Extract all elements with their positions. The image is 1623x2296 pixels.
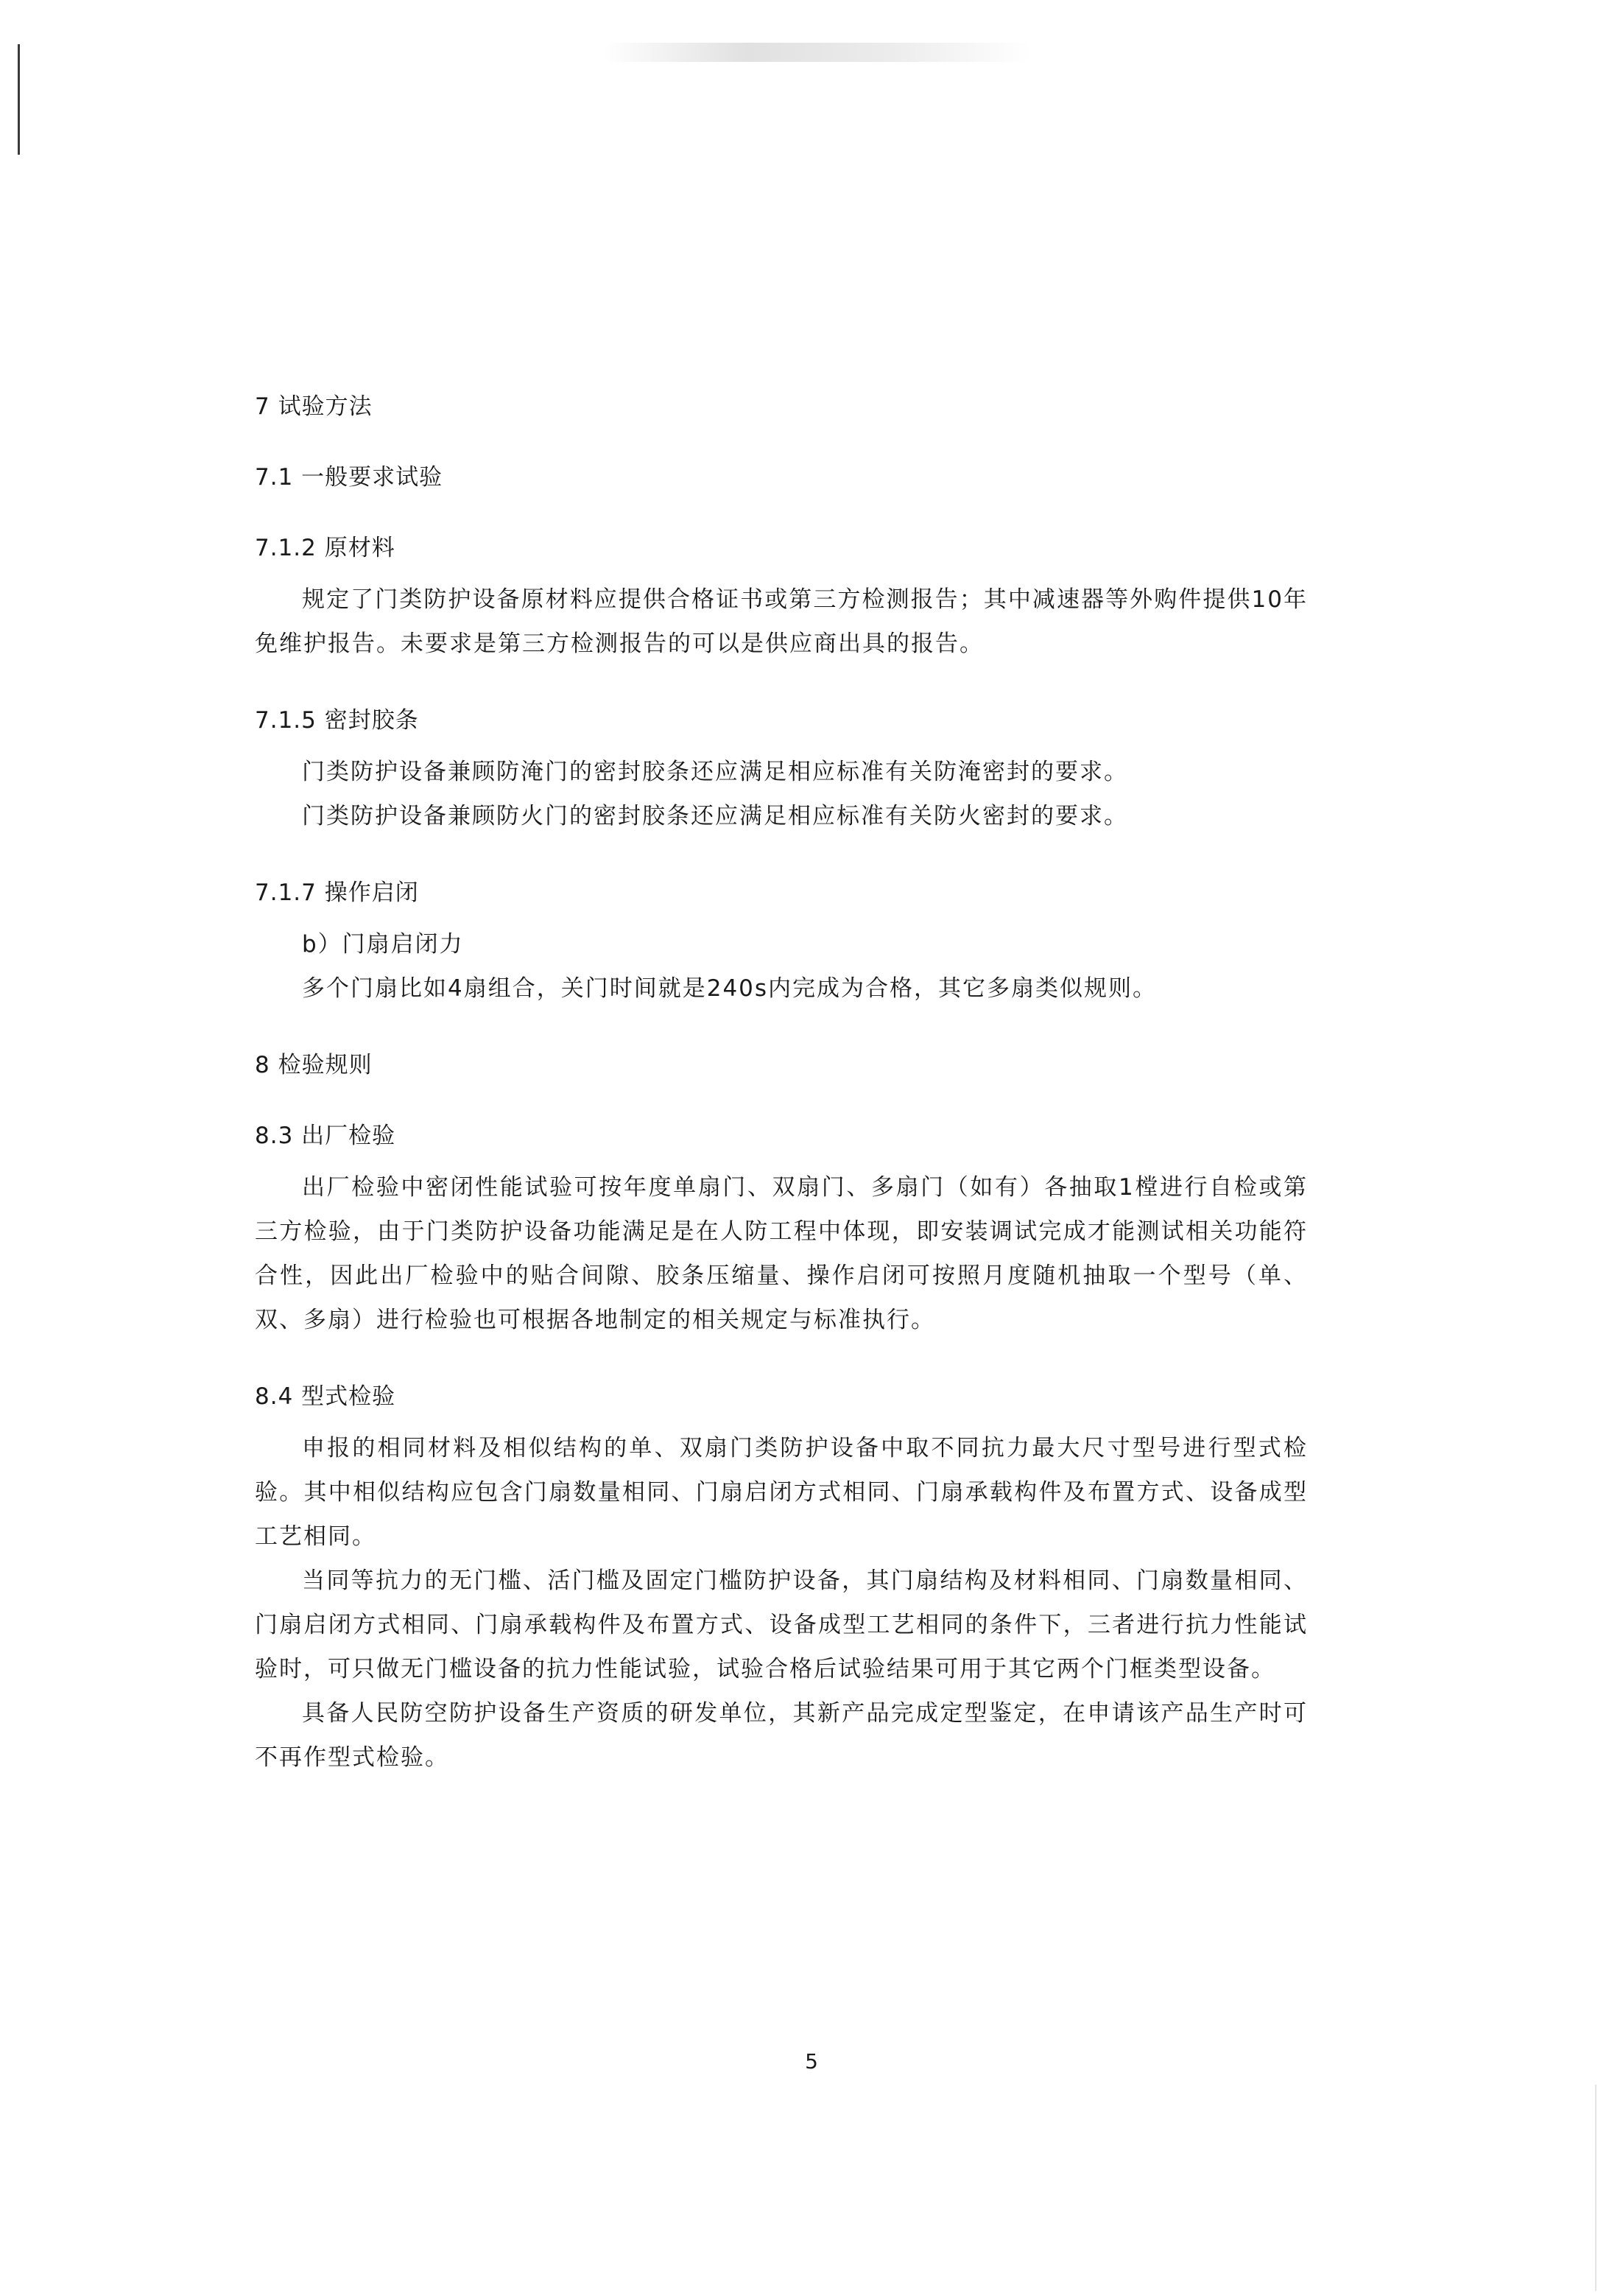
section-8-heading: 8 检验规则	[255, 1052, 373, 1078]
section-7-1-7-heading: 7.1.7 操作启闭	[255, 880, 419, 906]
section-7-1-2-body	[255, 577, 1308, 666]
section-7-1-heading: 7.1 一般要求试验	[255, 464, 443, 491]
paragraph: 出厂检验中密闭性能试验可按年度单扇门、双扇门、多扇门（如有）各抽取1樘进行自检或第三方检验，由于门类防护设备功能满足是在人防工程中体现，即安装调试完成才能测试相关功能符合性，因此出厂检验中的贴合间隙、胶条压缩量、操作启闭可按照月度随机抽取一个型号（单、双、多扇）进行检验也可根据各地制定的相关规定与标准执行。	[255, 1174, 1308, 1333]
paragraph: 申报的相同材料及相似结构的单、双扇门类防护设备中取不同抗力最大尺寸型号进行型式检验。其中相似结构应包含门扇数量相同、门扇启闭方式相同、门扇承载构件及布置方式、设备成型工艺相同。	[255, 1435, 1308, 1550]
section-8-4-body	[255, 1426, 1308, 1780]
paragraph: 具备人民防空防护设备生产资质的研发单位，其新产品完成定型鉴定，在申请该产品生产时可不再作型式检验。	[255, 1700, 1308, 1771]
list-item: b）门扇启闭力	[302, 931, 464, 958]
section-7-1-2-heading: 7.1.2 原材料	[255, 535, 395, 561]
section-7-1-5-heading: 7.1.5 密封胶条	[255, 707, 419, 734]
section-7-1-7-body	[255, 922, 1308, 1011]
section-8-3-body	[255, 1165, 1308, 1342]
paragraph: 规定了门类防护设备原材料应提供合格证书或第三方检测报告；其中减速器等外购件提供10年免维护报告。未要求是第三方检测报告的可以是供应商出具的报告。	[255, 586, 1308, 657]
section-8-3-heading: 8.3 出厂检验	[255, 1123, 396, 1149]
scan-edge-line	[18, 44, 20, 155]
scan-right-edge	[1595, 2085, 1596, 2291]
paragraph: 门类防护设备兼顾防淹门的密封胶条还应满足相应标准有关防淹密封的要求。	[302, 759, 1128, 785]
paragraph: 当同等抗力的无门槛、活门槛及固定门槛防护设备，其门扇结构及材料相同、门扇数量相同、门扇启闭方式相同、门扇承载构件及布置方式、设备成型工艺相同的条件下，三者进行抗力性能试验时，可只做无门槛设备的抗力性能试验，试验合格后试验结果可用于其它两个门框类型设备。	[255, 1567, 1308, 1682]
page-number: 5	[805, 2049, 818, 2074]
section-7-1-5-body	[255, 750, 1308, 838]
paragraph: 门类防护设备兼顾防火门的密封胶条还应满足相应标准有关防火密封的要求。	[302, 803, 1128, 829]
scan-smudge	[604, 43, 1031, 62]
section-8-4-heading: 8.4 型式检验	[255, 1383, 396, 1410]
section-7-heading: 7 试验方法	[255, 393, 373, 420]
paragraph: 多个门扇比如4扇组合，关门时间就是240s内完成为合格，其它多扇类似规则。	[302, 975, 1158, 1002]
document-page	[255, 390, 1308, 1818]
